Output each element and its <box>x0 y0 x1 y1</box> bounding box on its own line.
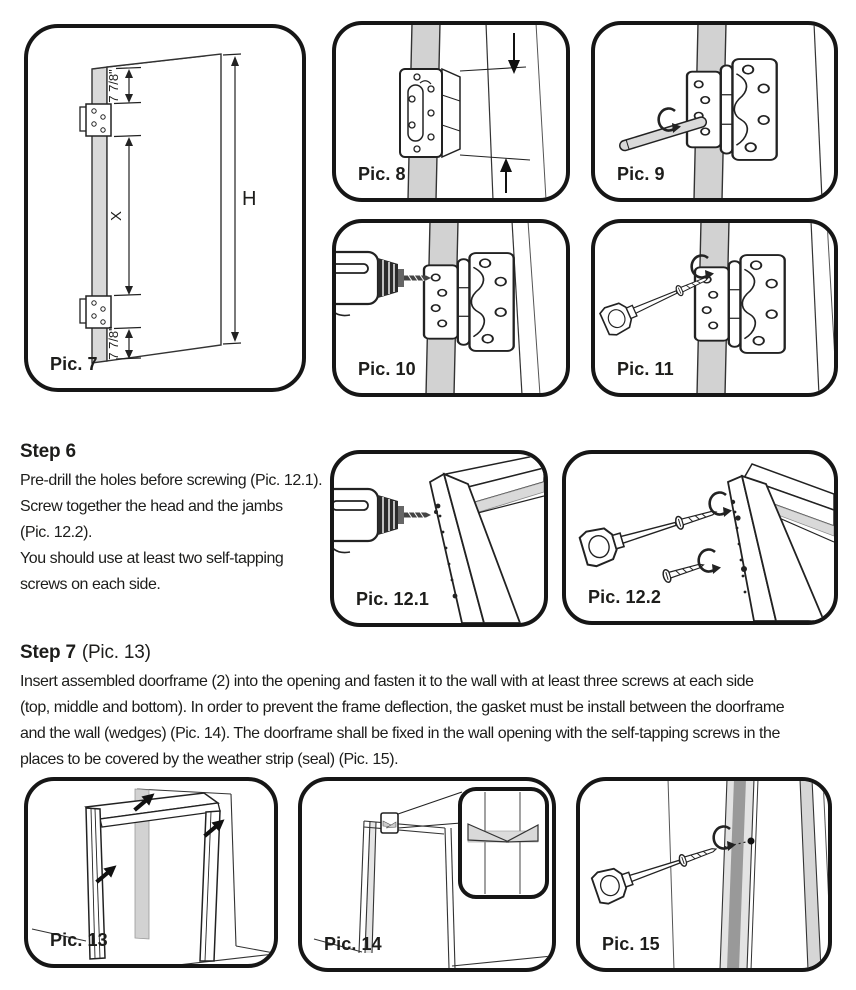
panel-pic9 <box>591 21 838 202</box>
step7-heading-suffix: (Pic. 13) <box>81 642 151 663</box>
step7-section <box>20 642 854 773</box>
wedge-detail-inset <box>460 789 547 897</box>
step7-line: places to be covered by the weather strip (seal) (Pic. 15). <box>20 751 399 768</box>
panel-pic8 <box>332 21 570 202</box>
alignment-arrows <box>500 33 520 193</box>
dim-middle-label: X <box>108 210 125 222</box>
step6-heading: Step 6 <box>20 441 76 462</box>
top-hinge-icon <box>80 104 111 136</box>
screw-target-dot <box>748 838 755 845</box>
step6-line: (Pic. 12.2). <box>20 524 92 541</box>
step7-line: Insert assembled doorframe (2) into the opening and fasten it to the wall with at least three screws at each side <box>20 673 754 690</box>
step6-line: Pre-drill the holes before screwing (Pic. 12.1). <box>20 472 323 489</box>
bottom-hinge-icon <box>80 296 111 328</box>
pic14-label: Pic. 14 <box>324 934 382 954</box>
pic7-label: Pic. 7 <box>50 354 98 374</box>
step6-section <box>20 441 350 598</box>
pic13-label: Pic. 13 <box>50 930 108 950</box>
pic7-illustration <box>28 28 302 388</box>
pic12-1-label: Pic. 12.1 <box>356 589 429 609</box>
panel-pic14 <box>298 777 556 972</box>
folded-hinge-icon <box>400 69 460 157</box>
step6-line: You should use at least two self-tapping <box>20 550 284 567</box>
step6-line: Screw together the head and the jambs <box>20 498 283 515</box>
pic10-label: Pic. 10 <box>358 359 416 379</box>
pic11-label: Pic. 11 <box>617 359 674 379</box>
pic9-label: Pic. 9 <box>617 164 665 184</box>
dim-top-label: 7 7/8" <box>106 69 121 103</box>
pic8-label: Pic. 8 <box>358 164 406 184</box>
panel-pic12-2 <box>562 450 838 625</box>
step6-line: screws on each side. <box>20 576 161 593</box>
step7-line: and the wall (wedges) (Pic. 14). The doorframe shall be fixed in the wall opening with the self-tapping screws in the <box>20 725 780 742</box>
step7-line: (top, middle and bottom). In order to prevent the frame deflection, the gasket must be install between the doorframe <box>20 699 785 716</box>
panel-pic15 <box>576 777 832 972</box>
panel-pic11 <box>591 219 838 397</box>
frame-seal-strips <box>720 781 828 968</box>
dim-bottom-label: 7 7/8" <box>106 326 121 360</box>
panel-pic7 <box>24 24 306 392</box>
panel-pic13 <box>24 777 278 968</box>
dim-height-label: H <box>242 188 257 210</box>
pic15-label: Pic. 15 <box>602 934 660 954</box>
panel-pic12-1 <box>330 450 548 627</box>
step7-heading: Step 7 (Pic. 13) <box>20 642 151 663</box>
panel-pic10 <box>332 219 570 397</box>
wedge-location-box <box>381 813 398 833</box>
pic12-2-label: Pic. 12.2 <box>588 587 661 607</box>
